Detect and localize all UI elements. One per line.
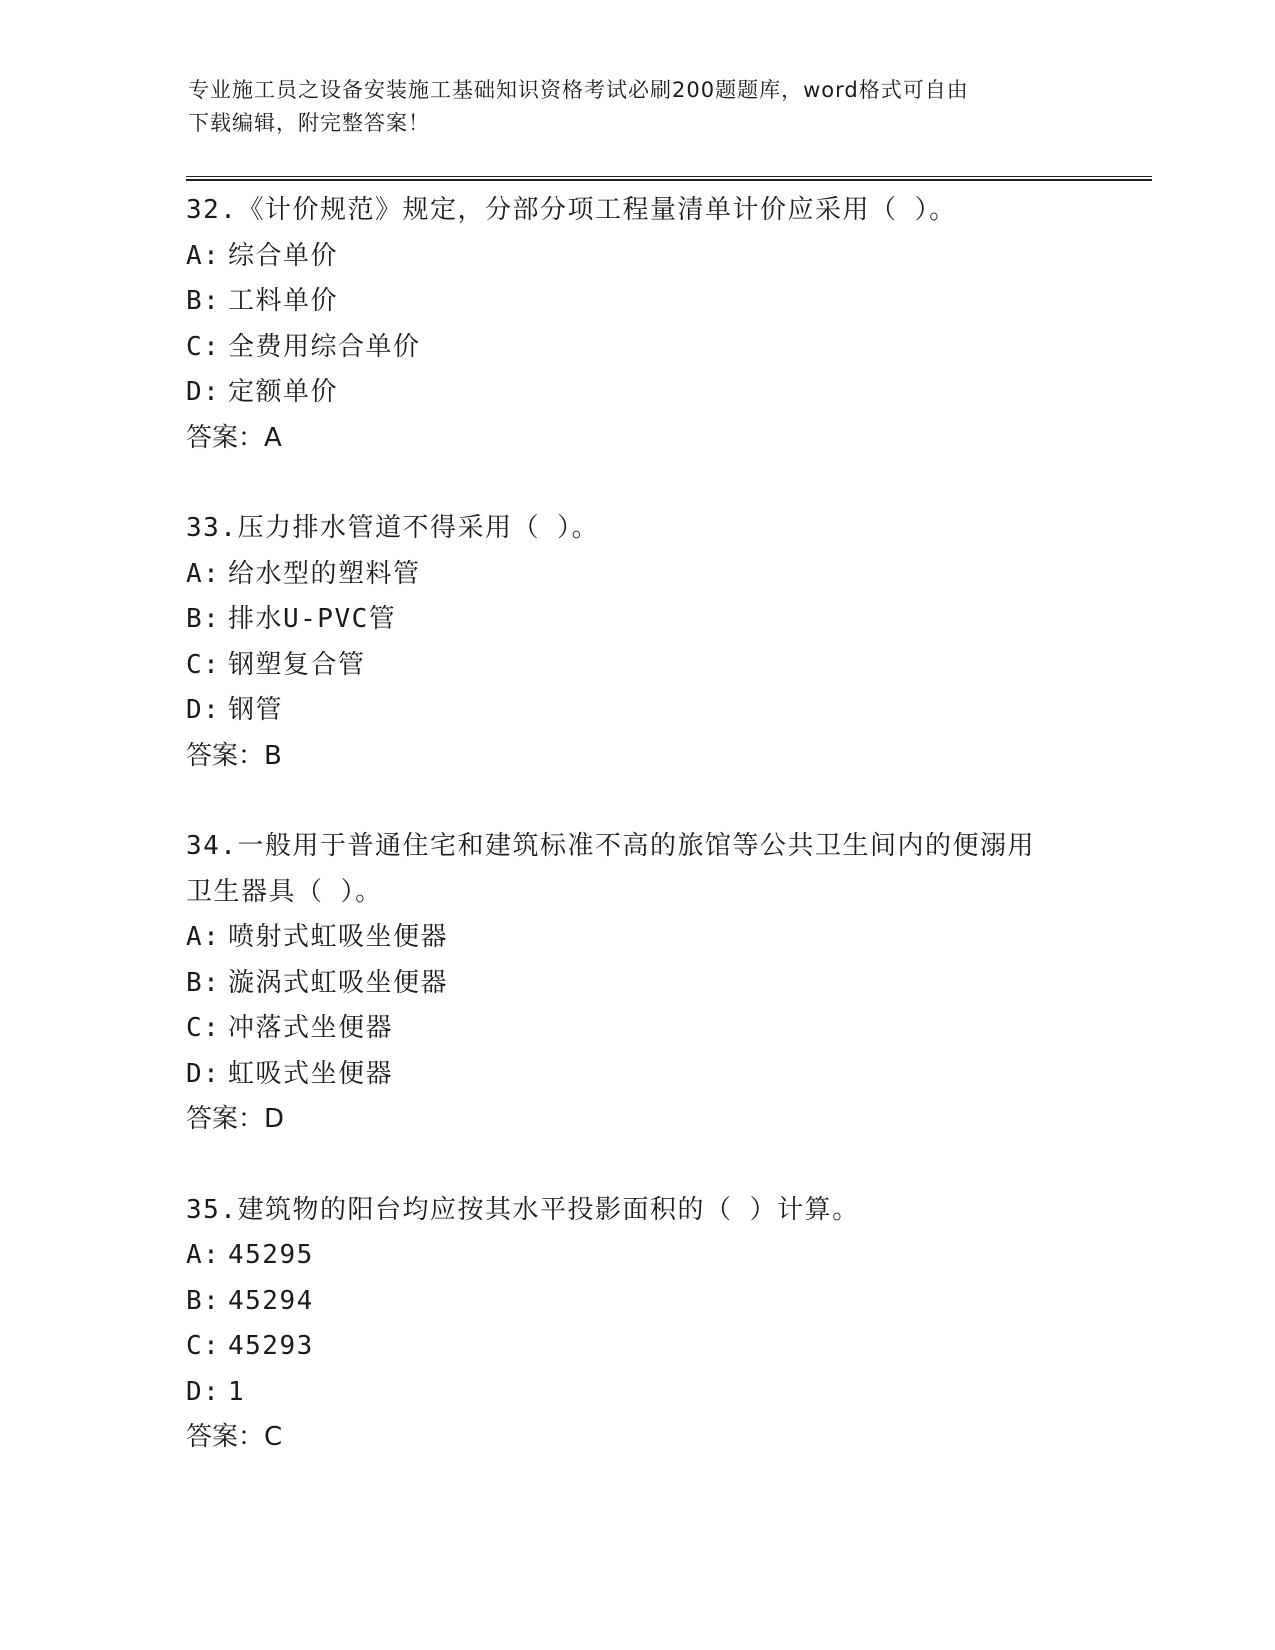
option-a: [186, 234, 1146, 280]
option-key: B:: [186, 286, 221, 316]
option-b: [186, 1279, 1146, 1325]
option-d: [186, 1052, 1146, 1098]
option-b: [186, 279, 1146, 325]
option-key: C:: [186, 1331, 221, 1361]
option-d: [186, 370, 1146, 416]
option-text: 1: [228, 1376, 246, 1407]
option-text: 漩涡式虹吸坐便器: [228, 967, 449, 998]
option-a: [186, 1233, 1146, 1279]
question-stem-continued: 卫生器具（ ）。: [186, 876, 383, 907]
option-text: 钢管: [228, 695, 284, 725]
option-key: D:: [186, 695, 221, 725]
answer-label: 答案：D: [186, 1104, 285, 1134]
question-35: [186, 1188, 1146, 1461]
option-key: A:: [186, 922, 221, 952]
option-text: 综合单价: [228, 240, 339, 271]
option-text: 给水型的塑料管: [228, 558, 421, 589]
header-line-2: 下载编辑，附完整答案！: [188, 111, 430, 135]
option-b: [186, 961, 1146, 1007]
option-text: 定额单价: [228, 377, 339, 407]
option-text: 冲落式坐便器: [228, 1013, 394, 1043]
option-key: C:: [186, 1013, 221, 1043]
question-34: [186, 824, 1146, 1143]
option-key: B:: [186, 604, 221, 634]
option-text: 钢塑复合管: [228, 649, 366, 680]
answer-label: 答案：A: [186, 422, 282, 453]
question-32: [186, 188, 1146, 461]
option-c: [186, 1006, 1146, 1052]
question-list: [186, 188, 1146, 1506]
question-stem: 33.压力排水管道不得采用（ ）。: [186, 513, 600, 543]
option-text: 45293: [228, 1331, 314, 1361]
option-c: [186, 1324, 1146, 1370]
option-key: D:: [186, 1058, 221, 1089]
answer-label: 答案：B: [186, 740, 282, 771]
option-text: 45295: [228, 1240, 314, 1270]
option-key: A:: [186, 1240, 221, 1270]
option-b: [186, 597, 1146, 643]
question-33: [186, 506, 1146, 779]
question-stem: 34.一般用于普通住宅和建筑标准不高的旅馆等公共卫生间内的便溺用: [186, 831, 1035, 861]
option-text: 排水U-PVC管: [228, 604, 397, 634]
option-key: A:: [186, 558, 221, 589]
option-d: [186, 1370, 1146, 1416]
option-key: C:: [186, 331, 221, 362]
option-text: 全费用综合单价: [228, 331, 421, 362]
option-text: 虹吸式坐便器: [228, 1058, 394, 1089]
answer-label: 答案：C: [186, 1422, 283, 1452]
header-divider: [186, 176, 1152, 181]
question-stem: 32.《计价规范》规定，分部分项工程量清单计价应采用（ ）。: [186, 195, 957, 225]
option-key: B:: [186, 1285, 221, 1316]
option-a: [186, 552, 1146, 598]
option-key: D:: [186, 377, 221, 407]
option-c: [186, 643, 1146, 689]
option-key: A:: [186, 240, 221, 271]
header-line-1: 专业施工员之设备安装施工基础知识资格考试必刷200题题库，word格式可自由: [188, 78, 969, 102]
option-c: [186, 325, 1146, 371]
option-d: [186, 688, 1146, 734]
option-key: D:: [186, 1376, 221, 1407]
document-header: [188, 74, 1068, 140]
option-a: [186, 915, 1146, 961]
question-stem: 35.建筑物的阳台均应按其水平投影面积的（ ）计算。: [186, 1194, 860, 1225]
option-key: C:: [186, 649, 221, 680]
option-text: 45294: [228, 1285, 314, 1316]
option-key: B:: [186, 967, 221, 998]
option-text: 喷射式虹吸坐便器: [228, 922, 449, 952]
option-text: 工料单价: [228, 286, 339, 316]
